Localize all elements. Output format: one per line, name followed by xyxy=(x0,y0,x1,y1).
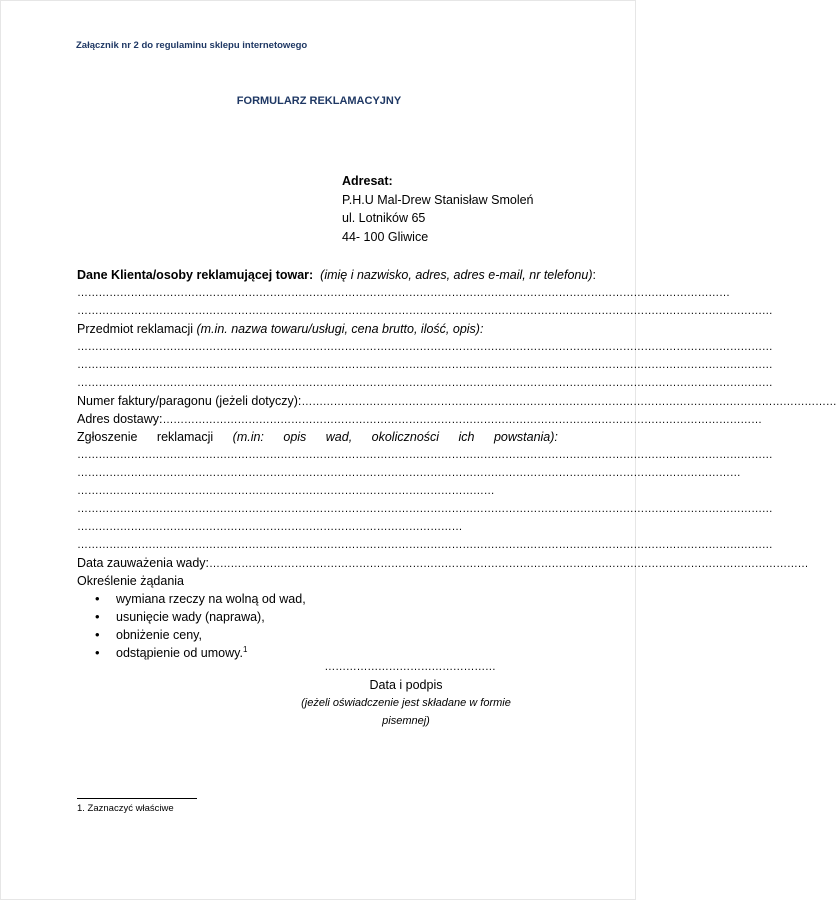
noticed-date-label: Data zauważenia wady: xyxy=(77,556,210,570)
addressee-line-city: 44- 100 Gliwice xyxy=(342,229,429,244)
addressee-block xyxy=(342,172,534,246)
noticed-date-row xyxy=(77,554,809,572)
complaint-line[interactable]: ……………………………………………………………………………………………………… xyxy=(77,485,495,497)
delivery-label: Adres dostawy: xyxy=(77,412,163,426)
subject-line[interactable]: …………………………………………………………………………………………………………………………………………………………………………… xyxy=(77,341,773,353)
client-data-heading: Dane Klienta/osoby reklamującej towar: (imię i nazwisko, adres, adres e-mail, nr telefonu): xyxy=(77,268,596,282)
complaint-word: (m.in: xyxy=(232,430,264,444)
invoice-label: Numer faktury/paragonu (jeżeli dotyczy): xyxy=(77,394,302,408)
demand-options xyxy=(77,590,558,662)
attachment-note: Załącznik nr 2 do regulaminu sklepu internetowego xyxy=(76,40,308,51)
addressee-line-street: ul. Lotników 65 xyxy=(342,211,426,225)
subject-line[interactable]: …………………………………………………………………………………………………………………………………………………………………………… xyxy=(77,377,773,389)
subject-hint: (m.in. nazwa towaru/usługi, cena brutto, ilość, opis): xyxy=(196,322,484,336)
complaint-word: wad, xyxy=(325,430,353,444)
complaint-word: reklamacji xyxy=(156,430,214,444)
addressee-line-company: P.H.U Mal-Drew Stanisław Smoleń xyxy=(342,192,534,207)
client-data-line[interactable]: …………………………………………………………………………………………………………………………………………………………………………… xyxy=(77,305,773,317)
complaint-line[interactable]: …………………………………………………………………………………………………………………………………………………………………… xyxy=(77,467,741,479)
form-title: FORMULARZ REKLAMACYJNY xyxy=(236,95,402,107)
demand-label: Określenie żądania xyxy=(77,574,185,588)
complaint-line[interactable]: …………………………………………………………………………………………………………………………………………………………………………… xyxy=(77,539,773,551)
signature-label: Data i podpis xyxy=(369,678,443,692)
signature-line[interactable]: ………………………………………… xyxy=(324,661,496,673)
client-data-hint: (imię i nazwisko, adres, adres e-mail, nr telefonu) xyxy=(320,268,593,282)
complaint-line[interactable]: …………………………………………………………………………………………………………………………………………………………………………… xyxy=(77,449,773,461)
delivery-row xyxy=(77,410,762,428)
complaint-word: okoliczności xyxy=(371,430,440,444)
footnote-text: 1. Zaznaczyć właściwe xyxy=(77,803,174,814)
addressee-label: Adresat: xyxy=(342,174,393,188)
subject-heading xyxy=(77,320,558,338)
invoice-row xyxy=(77,392,836,410)
demand-option-price-reduction[interactable]: • obniżenie ceny, xyxy=(95,626,558,644)
complaint-word: Zgłoszenie xyxy=(77,430,138,444)
demand-option-replace[interactable]: • wymiana rzeczy na wolną od wad, xyxy=(95,590,558,608)
client-data-line[interactable]: ………………………………………………………………………………………………………………………………………………………………… xyxy=(77,287,730,299)
complaint-line[interactable]: …………………………………………………………………………………………………………………………………………………………………………… xyxy=(77,503,773,515)
footnote-divider xyxy=(77,798,197,799)
complaint-line[interactable]: ……………………………………………………………………………………………… xyxy=(77,521,463,533)
subject-line[interactable]: …………………………………………………………………………………………………………………………………………………………………………… xyxy=(77,359,773,371)
complaint-word: powstania): xyxy=(493,430,558,444)
subject-label: Przedmiot reklamacji xyxy=(77,322,194,336)
complaint-heading xyxy=(77,428,558,446)
noticed-date-line[interactable]: …………………………………………………………………………………………………………………………………………………… xyxy=(209,558,809,570)
complaint-word: ich xyxy=(458,430,475,444)
delivery-line[interactable]: …………………………………………………………………………………………………………………………………………………… xyxy=(162,414,762,426)
invoice-line[interactable]: …………………………………………………………………………………………………………………………………… xyxy=(301,396,836,408)
complaint-form xyxy=(77,266,836,662)
complaint-word: opis xyxy=(283,430,307,444)
signature-note: (jeżeli oświadczenie jest składane w formie pisemnej) xyxy=(301,697,511,727)
signature-block xyxy=(277,658,535,730)
client-data-label: Dane Klienta/osoby reklamującej towar: xyxy=(77,268,314,282)
demand-option-repair[interactable]: • usunięcie wady (naprawa), xyxy=(95,608,558,626)
footnote-ref: 1 xyxy=(242,644,248,654)
demand-option-withdrawal[interactable]: • odstąpienie od umowy.$^1$ xyxy=(95,644,558,662)
